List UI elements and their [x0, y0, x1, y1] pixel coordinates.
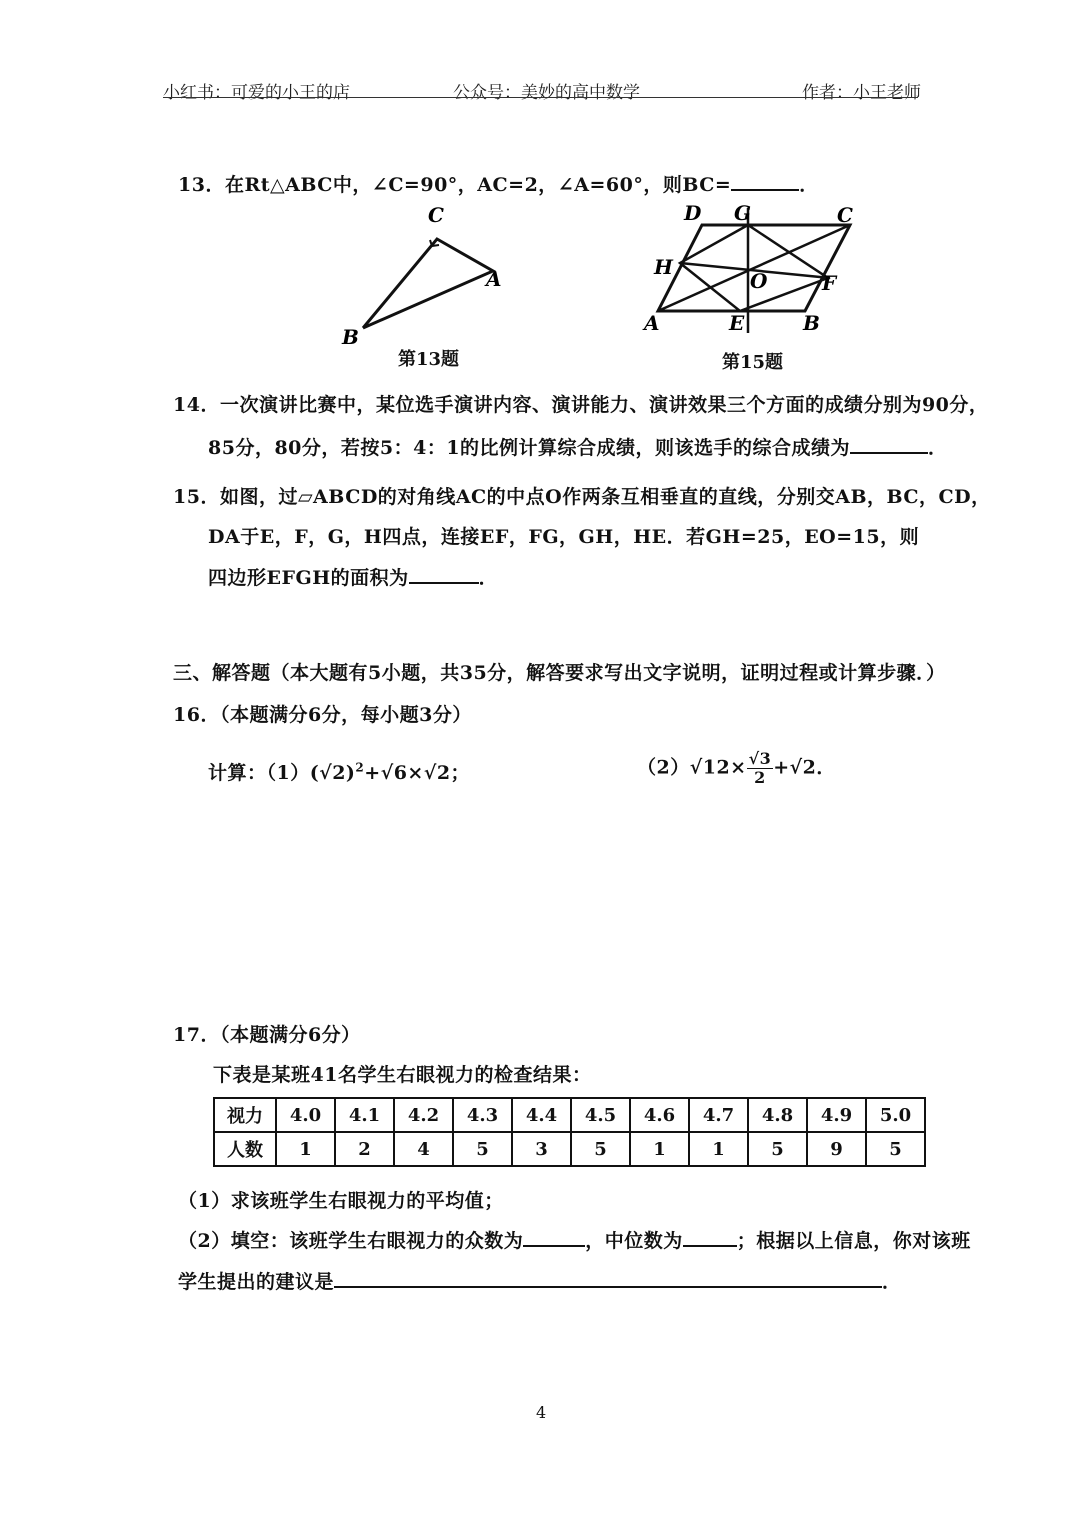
table-cell: 4.3 — [453, 1098, 512, 1132]
q13-label-a: A — [486, 267, 502, 291]
q14-blank[interactable] — [850, 436, 928, 454]
table-header-vision: 视力 — [214, 1098, 276, 1132]
table-row-count — [214, 1132, 925, 1166]
table-cell: 5 — [453, 1132, 512, 1166]
q15-label-e: E — [729, 311, 745, 335]
table-cell: 4 — [394, 1132, 453, 1166]
q16-part1-b: +√6×√2； — [364, 762, 471, 784]
table-cell: 5.0 — [866, 1098, 925, 1132]
table-cell: 5 — [571, 1132, 630, 1166]
q16-part2-label: （2） — [637, 756, 690, 779]
page-number: 4 — [536, 1403, 547, 1422]
q17-suggestion-blank[interactable] — [334, 1270, 882, 1288]
table-row-vision — [214, 1098, 925, 1132]
question-13 — [178, 170, 819, 197]
q17-part2-d: 学生提出的建议是 — [178, 1271, 335, 1293]
table-cell: 4.7 — [689, 1098, 748, 1132]
q15-end: ． — [478, 567, 499, 589]
table-cell: 4.9 — [807, 1098, 866, 1132]
q14-end: ． — [928, 437, 948, 459]
q14-line2 — [208, 433, 948, 460]
q16-frac-num: √3 — [748, 749, 772, 768]
q15-line3-text: 四边形EFGH的面积为 — [208, 567, 409, 589]
q17-part2-b: ，中位数为 — [585, 1230, 683, 1252]
table-cell: 3 — [512, 1132, 571, 1166]
q16-part2-a: √12× — [689, 756, 747, 779]
q15-label-d: D — [684, 201, 702, 225]
figure-13-triangle — [330, 198, 520, 358]
header-right: 作者：小王老师 — [802, 83, 921, 103]
header-center: 公众号：美妙的高中数学 — [453, 83, 640, 103]
table-cell: 9 — [807, 1132, 866, 1166]
table-cell: 5 — [866, 1132, 925, 1166]
q17-end: ． — [882, 1271, 902, 1293]
q15-line2: DA于E，F，G，H四点，连接EF，FG，GH，HE．若GH=25，EO=15，则 — [208, 526, 920, 548]
q13-figure-caption: 第13题 — [398, 349, 460, 370]
table-cell: 4.5 — [571, 1098, 630, 1132]
q14-line2-text: 85分，80分，若按5：4：1的比例计算综合成绩，则该选手的综合成绩为 — [208, 437, 851, 459]
q17-part2-line2 — [178, 1267, 902, 1294]
q16-part1-exp: 2 — [355, 760, 365, 775]
q17-part1: （1）求该班学生右眼视力的平均值； — [178, 1190, 504, 1212]
q17-part2-c: ；根据以上信息，你对该班 — [736, 1230, 971, 1252]
header-left: 小红书：可爱的小王的店 — [163, 83, 350, 103]
table-header-count: 人数 — [214, 1132, 276, 1166]
q16-part2 — [637, 750, 836, 787]
q15-label-a: A — [644, 311, 660, 335]
table-cell: 4.0 — [276, 1098, 335, 1132]
q17-title: 17．（本题满分6分） — [173, 1024, 361, 1046]
q16-part1-label: 计算：（1） — [208, 762, 310, 784]
q16-part2-b: +√2． — [773, 756, 836, 779]
table-cell: 4.2 — [394, 1098, 453, 1132]
q15-line3 — [208, 563, 498, 590]
table-cell: 4.8 — [748, 1098, 807, 1132]
q13-label-c: C — [428, 203, 444, 227]
q14-line1: 14．一次演讲比赛中，某位选手演讲内容、演讲能力、演讲效果三个方面的成绩分别为90分， — [173, 394, 989, 416]
table-cell: 1 — [689, 1132, 748, 1166]
q15-label-g: G — [734, 201, 752, 225]
q17-intro: 下表是某班41名学生右眼视力的检查结果： — [213, 1064, 592, 1086]
q13-label-b: B — [342, 325, 359, 349]
q15-label-b: B — [803, 311, 820, 335]
q17-part2 — [178, 1226, 971, 1253]
section-3-title: 三、解答题（本大题有5小题，共35分，解答要求写出文字说明，证明过程或计算步骤．） — [173, 662, 946, 684]
q16-part1-a: (√2) — [309, 762, 356, 784]
q17-median-blank[interactable] — [683, 1229, 737, 1247]
q15-line1: 15．如图，过▱ABCD的对角线AC的中点O作两条互相垂直的直线，分别交AB，BC，CD， — [173, 486, 991, 508]
q15-label-c: C — [837, 203, 853, 227]
table-cell: 4.1 — [335, 1098, 394, 1132]
figure-15-parallelogram — [640, 198, 860, 358]
q17-mode-blank[interactable] — [523, 1229, 585, 1247]
table-cell: 4.6 — [630, 1098, 689, 1132]
q15-blank[interactable] — [409, 566, 479, 584]
table-cell: 1 — [276, 1132, 335, 1166]
table-cell: 4.4 — [512, 1098, 571, 1132]
q15-label-h: H — [654, 255, 673, 279]
table-cell: 5 — [748, 1132, 807, 1166]
q16-title: 16．（本题满分6分，每小题3分） — [173, 704, 472, 726]
q13-text: 13．在Rt△ABC中，∠C=90°，AC=2，∠A=60°，则BC= — [178, 174, 732, 196]
q15-label-o: O — [750, 269, 768, 293]
vision-table — [213, 1097, 926, 1167]
table-cell: 1 — [630, 1132, 689, 1166]
q13-blank[interactable] — [731, 173, 799, 191]
q17-part2-a: （2）填空：该班学生右眼视力的众数为 — [178, 1230, 524, 1252]
q16-frac-den: 2 — [754, 768, 766, 787]
q16-part1 — [208, 758, 470, 785]
q16-fraction — [747, 750, 774, 787]
header-divider — [163, 97, 918, 98]
q15-label-f: F — [822, 271, 837, 295]
q15-figure-caption: 第15题 — [722, 352, 784, 373]
table-cell: 2 — [335, 1132, 394, 1166]
q13-end: ． — [799, 174, 819, 196]
